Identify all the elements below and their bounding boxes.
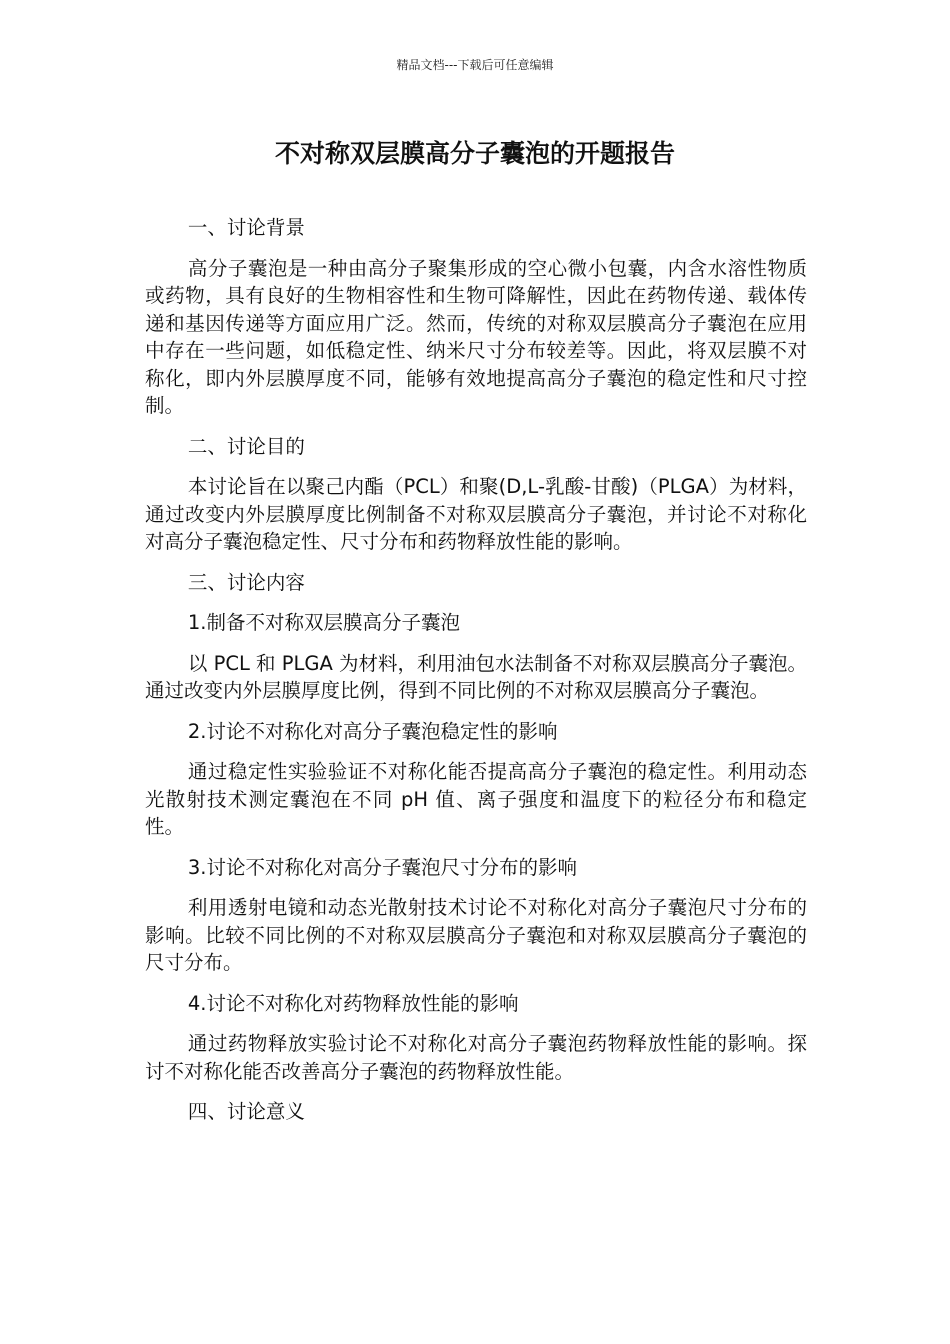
section-heading-content: 三、讨论内容: [187, 570, 305, 594]
section-heading-background: 一、讨论背景: [187, 216, 305, 239]
paragraph-preparation: 以 PCL 和 PLGA 为材料，利用油包水法制备不对称双层膜高分子囊泡。通过改变内外层膜厚度比例，得到不同比例的不对称双层膜高分子囊泡。: [145, 651, 807, 702]
document-body: [145, 214, 807, 1139]
document-title: 不对称双层膜高分子囊泡的开题报告: [274, 139, 675, 168]
page-header: 精品文档---下载后可任意编辑: [396, 58, 554, 72]
paragraph-stability: 通过稳定性实验验证不对称化能否提高高分子囊泡的稳定性。利用动态光散射技术测定囊泡在不同 pH 值、离子强度和温度下的粒径分布和稳定性。: [145, 760, 807, 838]
subheading-preparation: 1.制备不对称双层膜高分子囊泡: [187, 611, 460, 634]
section-heading-purpose: 二、讨论目的: [187, 434, 305, 458]
paragraph-size-distribution: 利用透射电镜和动态光散射技术讨论不对称化对高分子囊泡尺寸分布的影响。比较不同比例的不对称双层膜高分子囊泡和对称双层膜高分子囊泡的尺寸分布。: [145, 896, 807, 974]
section-heading-significance: 四、讨论意义: [187, 1100, 305, 1123]
subheading-stability: 2.讨论不对称化对高分子囊泡稳定性的影响: [187, 719, 558, 743]
paragraph-purpose: 本讨论旨在以聚己内酯（PCL）和聚(D,L-乳酸-甘酸)（PLGA）为材料，通过改变内外层膜厚度比例制备不对称双层膜高分子囊泡，并讨论不对称化对高分子囊泡稳定性、尺寸分布和药物释放性能的影响。: [145, 475, 807, 553]
paragraph-background: 高分子囊泡是一种由高分子聚集形成的空心微小包囊，内含水溶性物质或药物，具有良好的生物相容性和生物可降解性，因此在药物传递、载体传递和基因传递等方面应用广泛。然而，传统的对称双层膜高分子囊泡在应用中存在一些问题，如低稳定性、纳米尺寸分布较差等。因此，将双层膜不对称化，即内外层膜厚度不同，能够有效地提高高分子囊泡的稳定性和尺寸控制。: [145, 256, 807, 417]
paragraph-drug-release: 通过药物释放实验讨论不对称化对高分子囊泡药物释放性能的影响。探讨不对称化能否改善高分子囊泡的药物释放性能。: [145, 1032, 807, 1083]
subheading-drug-release: 4.讨论不对称化对药物释放性能的影响: [187, 991, 519, 1015]
subheading-size-distribution: 3.讨论不对称化对高分子囊泡尺寸分布的影响: [187, 855, 577, 879]
